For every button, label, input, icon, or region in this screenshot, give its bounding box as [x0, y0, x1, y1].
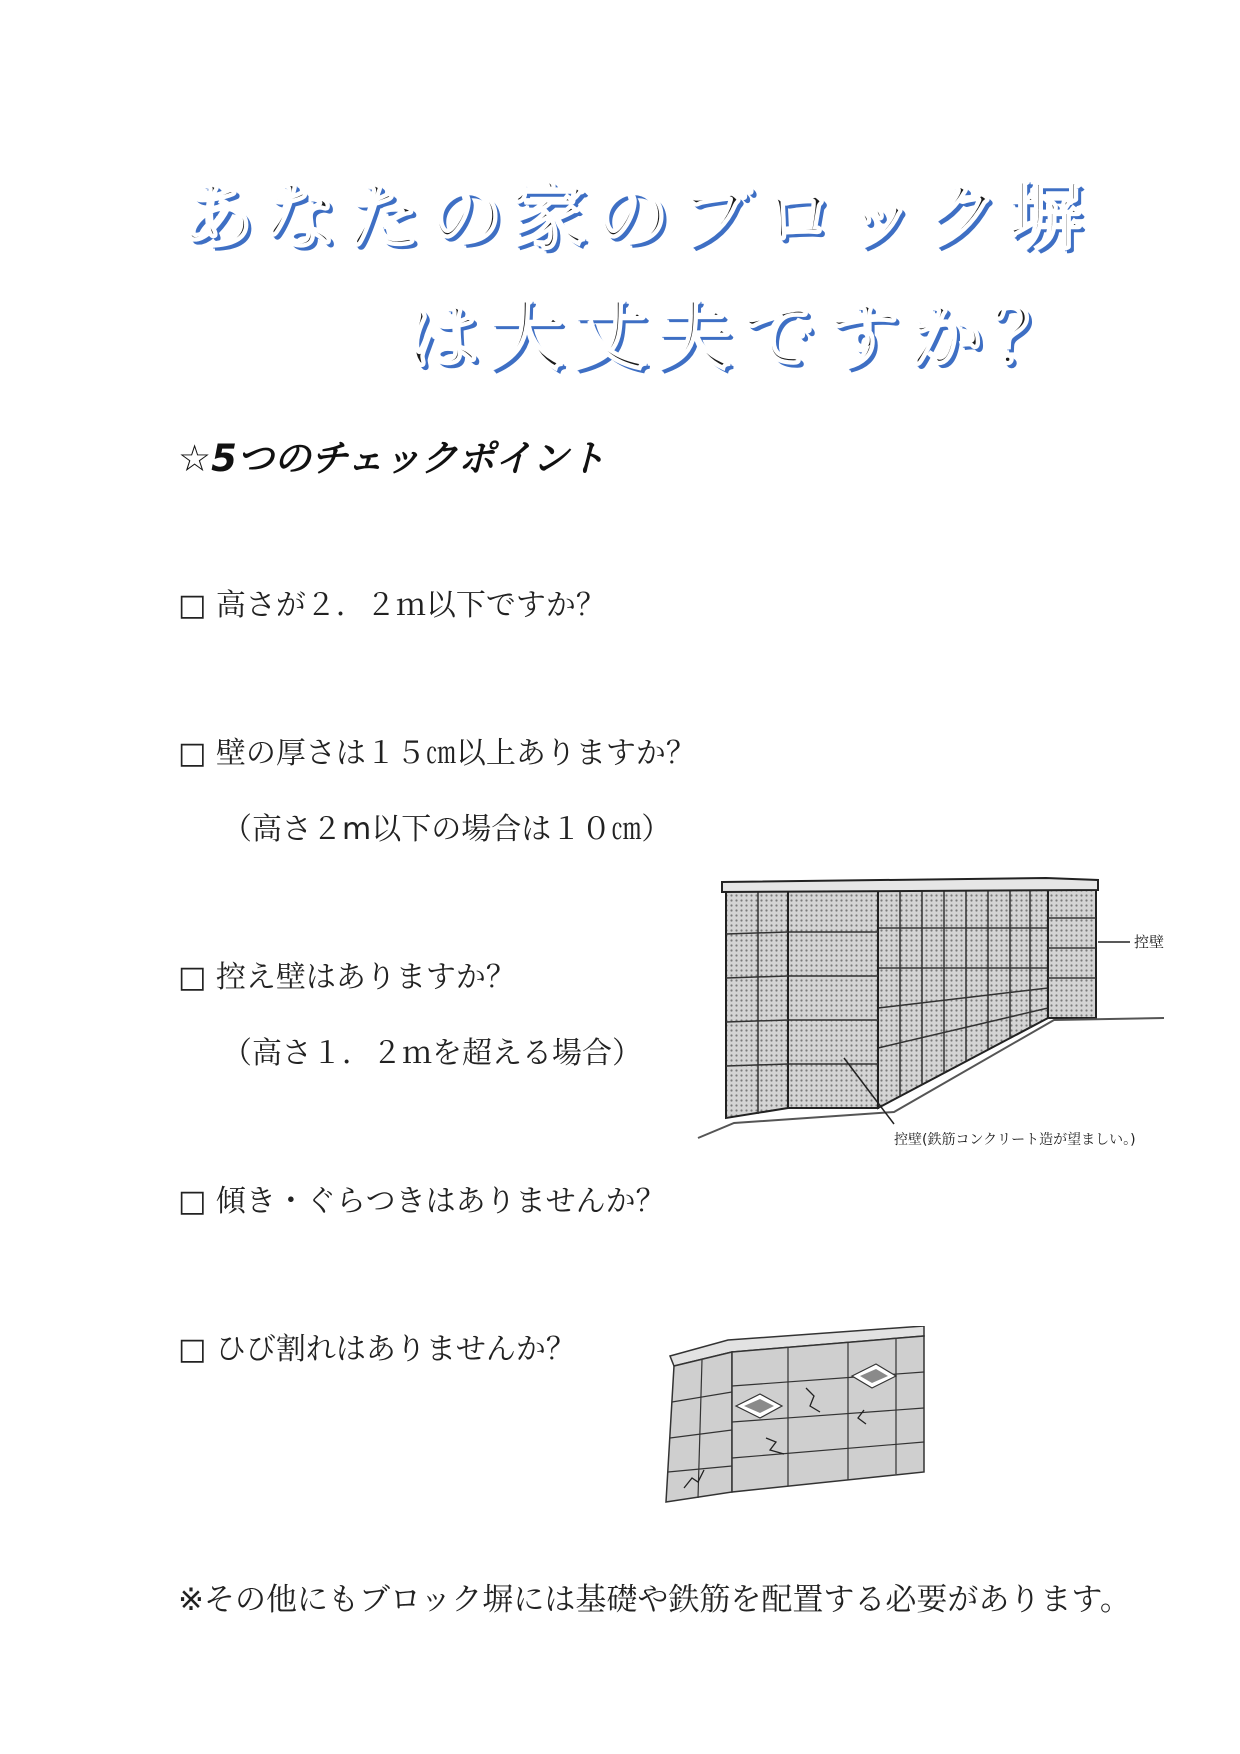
check-item-thickness: [178, 728, 696, 772]
buttress-label: 控壁: [1134, 933, 1165, 951]
checkpoint-heading-text: 5つのチェックポイント: [211, 437, 606, 480]
check-item-text: 壁の厚さは１５㎝以上ありますか？: [215, 736, 696, 771]
check-item-height: [178, 580, 606, 624]
check-item-text: ひび割れはありませんか？: [215, 1332, 576, 1367]
cracked-wall-illustration: [656, 1326, 932, 1506]
check-item-text: 高さが２．２ｍ以下ですか？: [215, 588, 606, 623]
title-line-2: は大丈夫ですか？: [405, 294, 1077, 380]
checkbox-icon[interactable]: □: [178, 1184, 207, 1219]
checkpoint-heading: [178, 428, 606, 482]
check-item-note: （高さ２m以下の場合は１０㎝）: [222, 812, 672, 847]
checkbox-icon[interactable]: □: [178, 960, 207, 995]
check-item-cracks: [178, 1324, 576, 1368]
buttress-note-label: 控壁(鉄筋コンクリート造が望ましい。): [894, 1132, 1136, 1148]
check-item-text: 傾き・ぐらつきはありませんか？: [215, 1184, 666, 1219]
buttress-wall-illustration: [694, 868, 1174, 1154]
checkbox-icon[interactable]: □: [178, 736, 207, 771]
check-item-tilt: [178, 1176, 666, 1220]
check-item-text: 控え壁はありますか？: [215, 960, 516, 995]
checkbox-icon[interactable]: □: [178, 1332, 207, 1367]
check-item-note: （高さ１．２ｍを超える場合）: [222, 1036, 642, 1071]
title-line-1: あなたの家のブロック塀: [180, 174, 1092, 260]
check-item-buttress: [178, 952, 516, 996]
star-icon: ☆: [178, 437, 212, 480]
checkbox-icon[interactable]: □: [178, 588, 207, 623]
footnote: ※その他にもブロック塀には基礎や鉄筋を配置する必要があります。: [178, 1582, 1131, 1618]
